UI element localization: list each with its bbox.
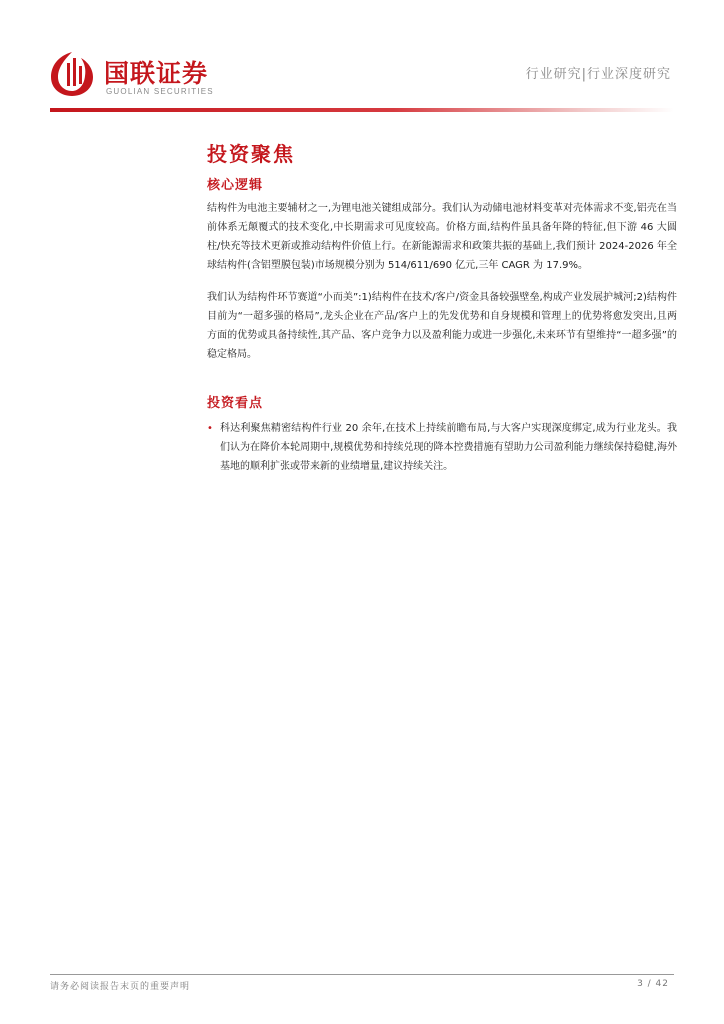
section-title-investment-points: 投资看点 <box>207 396 264 411</box>
footer-disclaimer: 请务必阅读报告末页的重要声明 <box>50 982 191 992</box>
header-divider <box>50 108 674 112</box>
paragraph: 结构件为电池主要辅材之一,为锂电池关键组成部分。我们认为动储电池材料变革对壳体需求不变,铝壳在当前体系无颠覆式的技术变化,中长期需求可见度较高。价格方面,结构件虽具备年降的特征,但下游 46 大圆柱/快充等技术更新或推动结构件价值上行。在新能源需求和政策共振的基础上,我们预计 2024-2026 年全球结构件(含铝塑膜包装)市场规模分别为 514/611/690 亿元,三年 CAGR 为 17.9%。 <box>207 203 677 271</box>
logo-chinese: 国联证券 <box>104 59 209 88</box>
main-content <box>207 138 677 476</box>
list-item <box>207 419 677 476</box>
bullet-icon: • <box>207 423 213 434</box>
footer-divider <box>50 974 674 975</box>
company-logo <box>48 50 248 100</box>
bullet-text: 科达利聚焦精密结构件行业 20 余年,在技术上持续前瞻布局,与大客户实现深度绑定,成为行业龙头。我们认为在降价本轮周期中,规模优势和持续兑现的降本控费措施有望助力公司盈利能力继续保持稳健,海外基地的顺利扩张或带来新的业绩增量,建议持续关注。 <box>220 423 677 472</box>
page-title: 投资聚焦 <box>207 142 295 166</box>
report-header <box>0 0 724 120</box>
investment-points-list <box>207 419 677 476</box>
paragraph: 我们认为结构件环节赛道“小而美”:1)结构件在技术/客户/资金具备较强壁垒,构成产业发展护城河;2)结构件目前为“一超多强的格局”,龙头企业在产品/客户上的先发优势和自身规模和管理上的优势将愈发突出,且两方面的优势或具备持续性,其产品、客户竞争力以及盈利能力或进一步强化,未来环节有望维持“一超多强”的稳定格局。 <box>207 292 677 360</box>
guolian-logo-icon <box>48 50 96 98</box>
logo-english: GUOLIAN SECURITIES <box>106 87 214 96</box>
section-title-core-logic: 核心逻辑 <box>207 178 264 193</box>
page-number: 3 / 42 <box>637 979 669 989</box>
report-category: 行业研究|行业深度研究 <box>525 67 671 82</box>
